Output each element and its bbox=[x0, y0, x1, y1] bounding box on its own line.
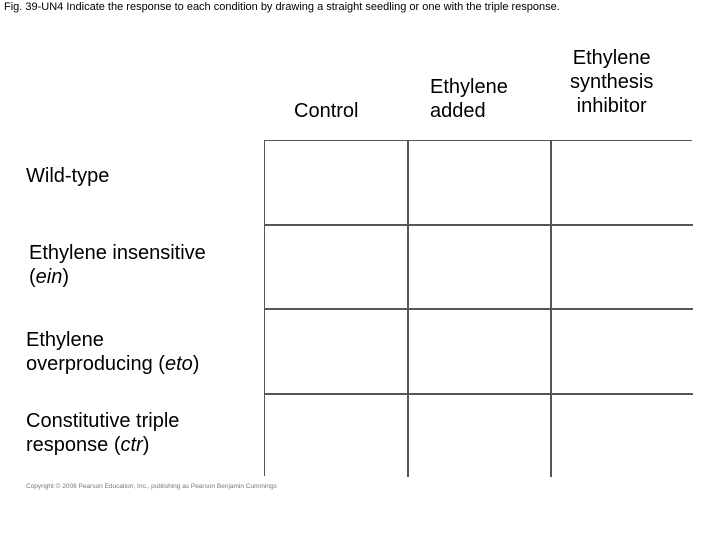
row-label-constitutive-triple-response bbox=[26, 409, 179, 457]
cell-wild-type-inhibitor[interactable] bbox=[552, 141, 693, 226]
response-grid bbox=[264, 140, 692, 476]
row-label-line: Ethylene bbox=[26, 329, 104, 351]
gene-abbreviation-eto: eto bbox=[164, 353, 193, 375]
column-header-line: inhibitor bbox=[576, 95, 647, 117]
cell-wild-type-ethylene-added[interactable] bbox=[409, 141, 552, 226]
cell-eto-ethylene-added[interactable] bbox=[409, 310, 552, 395]
cell-ein-inhibitor[interactable] bbox=[552, 226, 693, 310]
row-label-line bbox=[29, 265, 206, 289]
row-label-text: overproducing ( bbox=[26, 353, 165, 375]
gene-abbreviation-ein: ein bbox=[35, 266, 63, 288]
column-header-ethylene-added bbox=[430, 75, 508, 123]
cell-ctr-ethylene-added[interactable] bbox=[409, 395, 552, 477]
copyright-notice: Copyright © 2008 Pearson Education, Inc., publishing as Pearson Benjamin Cummings bbox=[26, 483, 277, 490]
row-label-text: ) bbox=[192, 353, 200, 375]
row-label-ethylene-insensitive bbox=[29, 241, 206, 289]
column-header-line: synthesis bbox=[570, 71, 654, 93]
column-header-line: added bbox=[430, 100, 486, 122]
row-label-text: ) bbox=[142, 434, 150, 456]
column-header-line: Ethylene bbox=[572, 47, 651, 69]
gene-abbreviation-ctr: ctr bbox=[120, 434, 143, 456]
cell-eto-inhibitor[interactable] bbox=[552, 310, 693, 395]
row-label-line bbox=[26, 352, 199, 376]
column-header-control bbox=[294, 99, 358, 123]
row-label-ethylene-overproducing bbox=[26, 328, 199, 376]
row-label-text: response ( bbox=[26, 434, 121, 456]
figure-caption: Fig. 39-UN4 Indicate the response to each condition by drawing a straight seedling or one with the triple response. bbox=[4, 1, 560, 13]
cell-ctr-control[interactable] bbox=[265, 395, 409, 477]
row-label-line: Constitutive triple bbox=[26, 410, 180, 432]
row-label-wild-type bbox=[26, 164, 109, 188]
cell-wild-type-control[interactable] bbox=[265, 141, 409, 226]
row-label-line: Wild-type bbox=[26, 165, 110, 187]
row-label-line: Ethylene insensitive bbox=[29, 242, 206, 264]
cell-ein-control[interactable] bbox=[265, 226, 409, 310]
cell-ctr-inhibitor[interactable] bbox=[552, 395, 693, 477]
row-label-text: ) bbox=[62, 266, 70, 288]
row-label-text: ( bbox=[29, 266, 36, 288]
column-header-line: Control bbox=[294, 100, 359, 122]
column-header-ethylene-synthesis-inhibitor bbox=[570, 46, 653, 118]
cell-ein-ethylene-added[interactable] bbox=[409, 226, 552, 310]
column-header-line: Ethylene bbox=[430, 76, 508, 98]
cell-eto-control[interactable] bbox=[265, 310, 409, 395]
row-label-line bbox=[26, 433, 179, 457]
